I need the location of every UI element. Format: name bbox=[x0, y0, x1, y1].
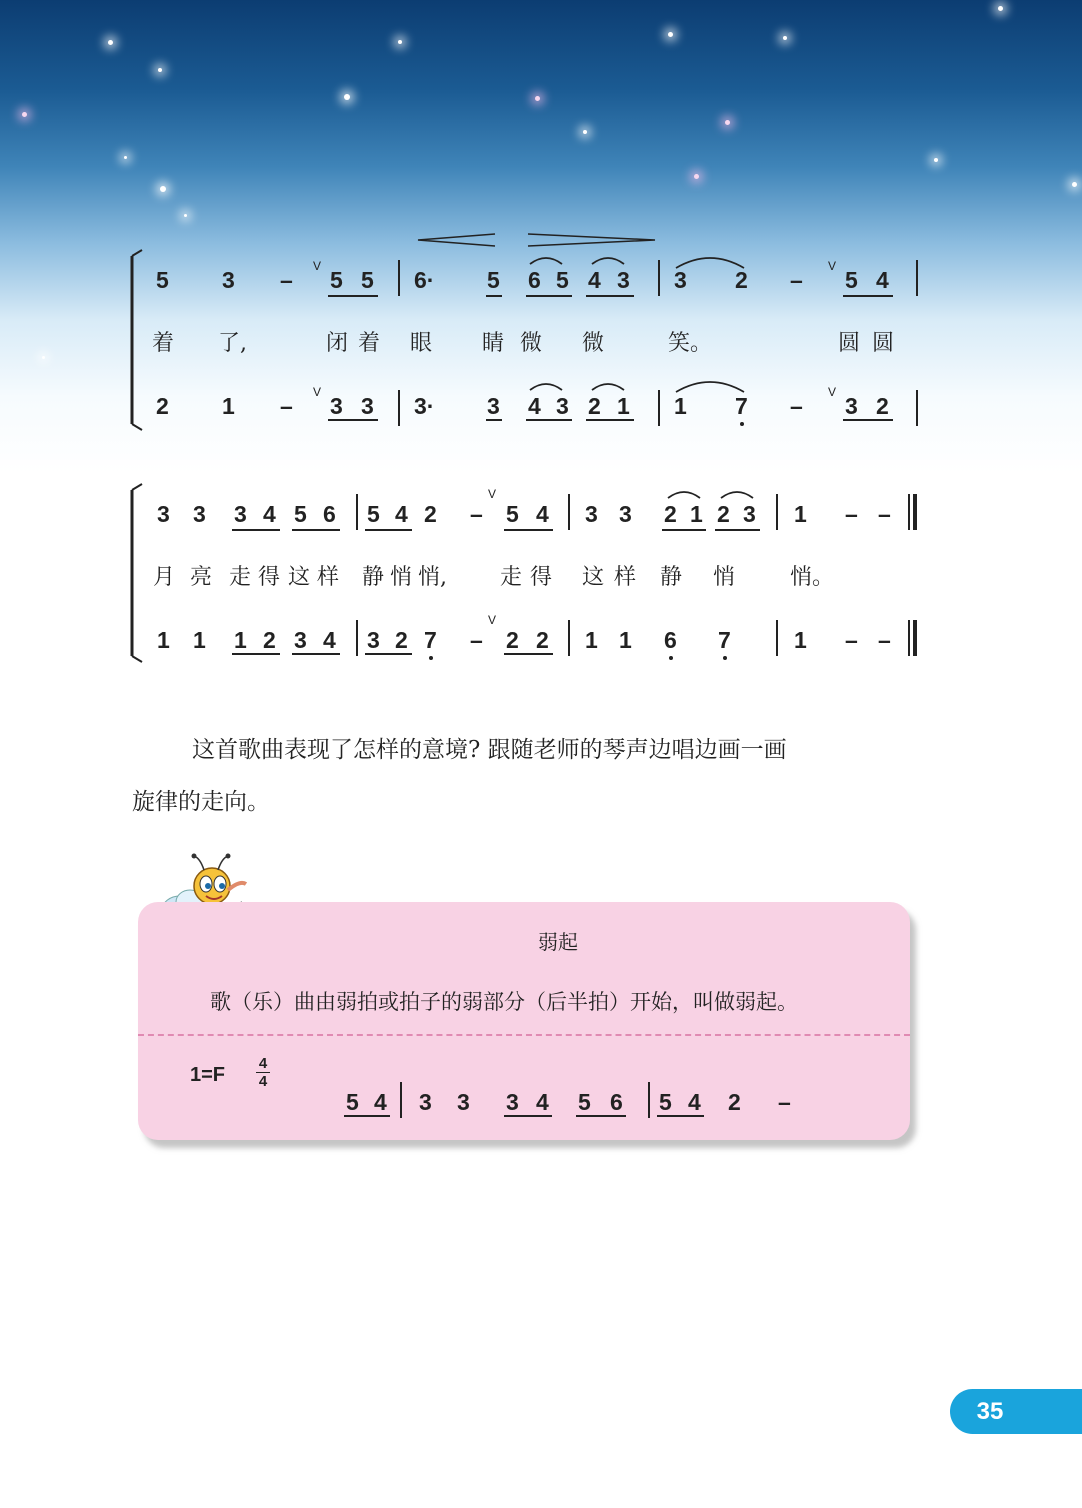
breath-mark: V bbox=[488, 613, 497, 627]
note: – bbox=[878, 627, 891, 653]
note: 3 bbox=[419, 1089, 432, 1115]
note: 5 bbox=[346, 1089, 359, 1115]
note: 1 bbox=[234, 627, 247, 653]
note: 2 bbox=[876, 393, 889, 419]
lyric: 悄 bbox=[713, 565, 736, 590]
note: 5 bbox=[556, 267, 569, 293]
note: 5 bbox=[578, 1089, 591, 1115]
lyric: 微 bbox=[520, 331, 543, 356]
note: 3 bbox=[367, 627, 380, 653]
lyric: 悄, bbox=[418, 565, 447, 590]
score-system-2 bbox=[132, 484, 915, 662]
lyric: 样 bbox=[614, 565, 637, 590]
note: 7 bbox=[424, 627, 437, 653]
breath-mark: V bbox=[313, 259, 322, 273]
note: 1 bbox=[619, 627, 632, 653]
lyric: 了, bbox=[218, 331, 247, 356]
lyric: 这 bbox=[288, 565, 311, 590]
note: 4 bbox=[395, 501, 408, 527]
lyric: 圆 bbox=[872, 331, 895, 356]
note: 1 bbox=[193, 627, 206, 653]
note: 1 bbox=[585, 627, 598, 653]
note: 2 bbox=[156, 393, 169, 419]
note: 5 bbox=[156, 267, 169, 293]
note: 4 bbox=[688, 1089, 701, 1115]
lyric: 着 bbox=[152, 331, 175, 356]
note: 6 bbox=[610, 1089, 623, 1115]
note: 2 bbox=[735, 267, 748, 293]
note: – bbox=[470, 627, 483, 653]
breath-mark: V bbox=[313, 385, 322, 399]
lyric: 微 bbox=[582, 331, 605, 356]
score-system-1 bbox=[132, 234, 917, 430]
lyric: 月 bbox=[153, 565, 176, 590]
note: 2 bbox=[717, 501, 730, 527]
note: 3 bbox=[361, 393, 374, 419]
lyric: 这 bbox=[582, 565, 605, 590]
example-score-svg bbox=[138, 902, 910, 1140]
note: 6· bbox=[414, 267, 435, 293]
note: 2 bbox=[263, 627, 276, 653]
note: 5 bbox=[845, 267, 858, 293]
lyric: 走 bbox=[229, 565, 252, 590]
note: 4 bbox=[263, 501, 276, 527]
note: 3 bbox=[506, 1089, 519, 1115]
note: 6 bbox=[323, 501, 336, 527]
note: 3 bbox=[487, 393, 500, 419]
note: – bbox=[778, 1089, 791, 1115]
note: 4 bbox=[528, 393, 541, 419]
note: 3 bbox=[457, 1089, 470, 1115]
note: 3 bbox=[617, 267, 630, 293]
info-box-title: 弱起 bbox=[538, 932, 578, 954]
lyric: 睛 bbox=[482, 331, 505, 356]
note: – bbox=[790, 393, 803, 419]
lyric: 样 bbox=[317, 565, 340, 590]
note: 5 bbox=[361, 267, 374, 293]
note: 1 bbox=[617, 393, 630, 419]
note: 5 bbox=[506, 501, 519, 527]
lyric: 眼 bbox=[410, 331, 433, 356]
score-svg bbox=[0, 0, 1082, 700]
note: 2 bbox=[506, 627, 519, 653]
question-paragraph bbox=[132, 724, 932, 828]
note: 5 bbox=[487, 267, 500, 293]
time-numerator: 4 bbox=[258, 1055, 268, 1072]
note: 4 bbox=[536, 1089, 549, 1115]
note: 3 bbox=[294, 627, 307, 653]
breath-mark: V bbox=[828, 385, 837, 399]
note: – bbox=[790, 267, 803, 293]
breath-mark: V bbox=[488, 487, 497, 501]
note: 3 bbox=[556, 393, 569, 419]
note: 1 bbox=[794, 627, 807, 653]
decrescendo-mark bbox=[528, 234, 655, 246]
info-box-upbeat bbox=[138, 902, 910, 1140]
note: 5 bbox=[294, 501, 307, 527]
note: 5 bbox=[330, 267, 343, 293]
note: 4 bbox=[323, 627, 336, 653]
note: 2 bbox=[664, 501, 677, 527]
note: 2 bbox=[536, 627, 549, 653]
note: – bbox=[878, 501, 891, 527]
note: 4 bbox=[588, 267, 601, 293]
note: 2 bbox=[588, 393, 601, 419]
lyric: 笑。 bbox=[668, 331, 713, 356]
note: 3 bbox=[157, 501, 170, 527]
note: 3 bbox=[222, 267, 235, 293]
lyric: 静 bbox=[362, 565, 385, 590]
note: 1 bbox=[674, 393, 687, 419]
note: – bbox=[845, 501, 858, 527]
note: 5 bbox=[367, 501, 380, 527]
note: 1 bbox=[794, 501, 807, 527]
lyric: 走 bbox=[500, 565, 523, 590]
lyric: 着 bbox=[358, 331, 381, 356]
note: – bbox=[845, 627, 858, 653]
key-label: 1=F bbox=[190, 1064, 226, 1086]
note: 3 bbox=[193, 501, 206, 527]
note: 3 bbox=[845, 393, 858, 419]
question-line-1: 这首歌曲表现了怎样的意境? 跟随老师的琴声边唱边画一画 bbox=[192, 737, 787, 763]
note: 2 bbox=[424, 501, 437, 527]
note: – bbox=[470, 501, 483, 527]
lyric: 悄 bbox=[390, 565, 413, 590]
breath-mark: V bbox=[828, 259, 837, 273]
note: 3 bbox=[585, 501, 598, 527]
note: 3 bbox=[234, 501, 247, 527]
note: 7 bbox=[735, 393, 748, 419]
info-box-definition: 歌（乐）曲由弱拍或拍子的弱部分（后半拍）开始，叫做弱起。 bbox=[210, 991, 798, 1014]
lyric: 圆 bbox=[838, 331, 861, 356]
lyric: 悄。 bbox=[790, 565, 835, 590]
page-number-badge bbox=[950, 1389, 1082, 1434]
note: 5 bbox=[659, 1089, 672, 1115]
note: 6 bbox=[664, 627, 677, 653]
question-line-2: 旋律的走向。 bbox=[132, 789, 270, 815]
lyric: 得 bbox=[258, 565, 281, 590]
note: 3 bbox=[619, 501, 632, 527]
lyric: 静 bbox=[660, 565, 683, 590]
lyric: 亮 bbox=[190, 565, 213, 590]
note: 4 bbox=[374, 1089, 387, 1115]
lyric: 闭 bbox=[326, 331, 349, 356]
note: 3 bbox=[743, 501, 756, 527]
note: 3 bbox=[330, 393, 343, 419]
note: 1 bbox=[222, 393, 235, 419]
note: 7 bbox=[718, 627, 731, 653]
note: 2 bbox=[728, 1089, 741, 1115]
note: – bbox=[280, 393, 293, 419]
note: 2 bbox=[395, 627, 408, 653]
note: 4 bbox=[876, 267, 889, 293]
note: 1 bbox=[157, 627, 170, 653]
note: 3· bbox=[414, 393, 435, 419]
page-number: 35 bbox=[976, 1398, 1004, 1425]
note: 4 bbox=[536, 501, 549, 527]
note: – bbox=[280, 267, 293, 293]
time-denominator: 4 bbox=[258, 1073, 268, 1090]
crescendo-mark bbox=[418, 234, 495, 246]
note: 1 bbox=[690, 501, 703, 527]
note: 3 bbox=[674, 267, 687, 293]
lyric: 得 bbox=[530, 565, 553, 590]
note: 6 bbox=[528, 267, 541, 293]
numbered-musical-score bbox=[0, 0, 1082, 700]
